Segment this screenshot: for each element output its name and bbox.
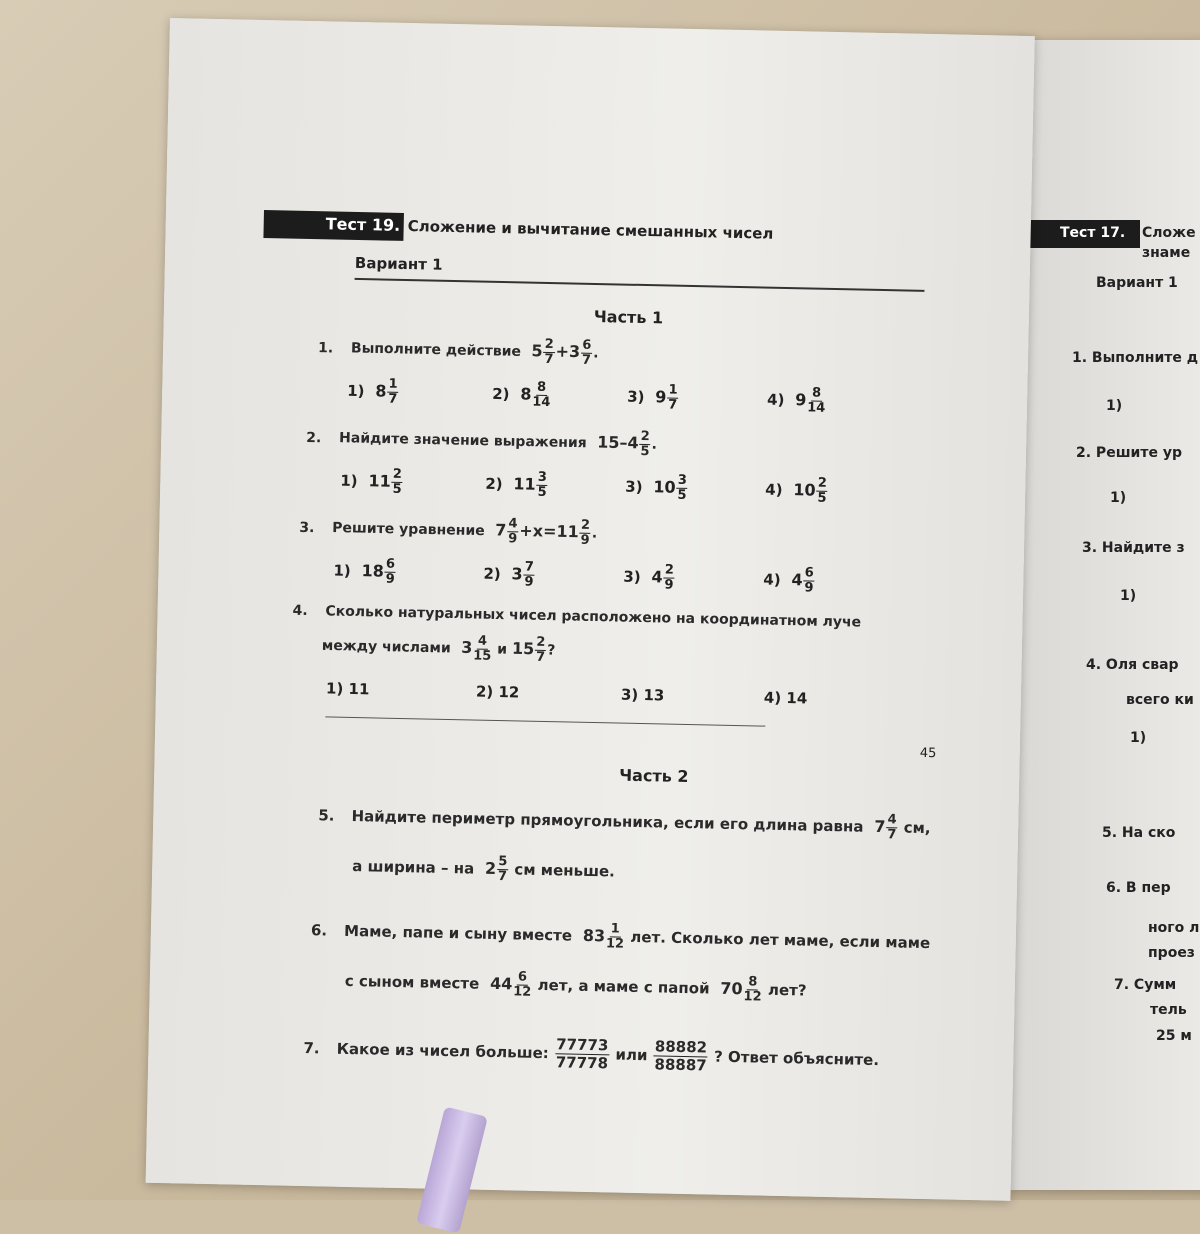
right-line: 1)	[1130, 730, 1147, 746]
question-text: Решите уравнение	[332, 520, 485, 540]
question-text: Найдите значение выражения	[338, 430, 587, 452]
right-line: 1. Выполните д	[1072, 350, 1199, 366]
question-6: 6. Маме, папе и сыну вместе 83 $\frac{1}{12}$ лет. Сколько лет маме, если маме	[310, 921, 931, 953]
question-text: Сколько натуральных чисел расположено на координатном луче	[325, 603, 862, 631]
right-title-a: Сложе	[1142, 225, 1196, 241]
test-title: Сложение и вычитание смешанных чисел	[407, 217, 774, 243]
question-5-line2: а ширина – на 2 $\frac{5}{7}$ см меньше.	[352, 854, 616, 885]
question-number: 3.	[299, 519, 315, 536]
answer-option: 1) 8 $\frac{1}{7}$	[347, 376, 398, 407]
question-text: Выполните действие	[350, 340, 522, 360]
answer-option: 3) 13	[620, 685, 665, 705]
test-content	[266, 210, 966, 1075]
answer-option: 3) 9 $\frac{1}{7}$	[626, 382, 678, 413]
right-line: 7. Сумм	[1114, 977, 1177, 993]
answer-option: 3) 10 $\frac{3}{5}$	[625, 472, 688, 503]
right-line: 25 м	[1156, 1028, 1192, 1044]
right-line: 1)	[1110, 490, 1127, 506]
right-line: тель	[1150, 1002, 1187, 1018]
right-line: проез	[1148, 945, 1195, 961]
test-label: Тест 19.	[325, 214, 401, 235]
right-line: 5. На ско	[1102, 825, 1176, 841]
right-page	[1010, 40, 1200, 1190]
answer-option: 2) 11 $\frac{3}{5}$	[485, 469, 548, 500]
answer-option: 1) 11	[325, 679, 370, 699]
question-7: 7. Какое из чисел больше: $\frac{77773}{77778}$ или $\frac{88882}{88887}$ ? Ответ объясните.	[303, 1035, 880, 1075]
right-line: 6. В пер	[1106, 880, 1171, 896]
part1-heading: Часть 1	[593, 306, 664, 328]
answer-option: 2) 3 $\frac{7}{9}$	[483, 559, 535, 590]
question-4-line2: между числами 3 $\frac{4}{15}$ и 15 $\frac{2}{7}$ ?	[321, 633, 556, 665]
right-line: 1)	[1106, 398, 1123, 414]
right-line: всего ки	[1126, 692, 1194, 708]
question-number: 1.	[317, 339, 334, 356]
question-2: 2. Найдите значение выражения 15–4 $\frac{2}{5}$ .	[306, 428, 658, 460]
answer-option: 4) 9 $\frac{8}{14}$	[766, 385, 826, 416]
question-5: 5. Найдите периметр прямоугольника, если его длина равна 7 $\frac{4}{7}$ см,	[318, 806, 931, 843]
part-divider	[325, 716, 765, 726]
answer-option: 2) 8 $\frac{8}{14}$	[492, 379, 551, 411]
question-3: 3. Решите уравнение 7 $\frac{4}{9}$ +x=11 $\frac{2}{9}$ .	[299, 516, 598, 548]
variant-label: Вариант 1	[354, 253, 443, 274]
answer-option: 1) 11 $\frac{2}{5}$	[340, 466, 403, 497]
right-title-b: знаме	[1142, 245, 1191, 261]
question-4	[292, 603, 861, 631]
right-line: 1)	[1120, 588, 1137, 604]
answer-option: 4) 4 $\frac{6}{9}$	[763, 565, 814, 596]
answer-option: 2) 12	[475, 682, 520, 702]
question-number: 5.	[318, 806, 335, 825]
page-number: 45	[919, 745, 937, 762]
right-line: ного л	[1148, 920, 1200, 936]
right-variant: Вариант 1	[1096, 275, 1178, 291]
left-page	[146, 18, 1035, 1201]
question-6-line2: с сыном вместе 44 $\frac{6}{12}$ лет, а маме с папой 70 $\frac{8}{12}$ лет?	[344, 969, 807, 1005]
answer-option: 1) 18 $\frac{6}{9}$	[333, 556, 396, 587]
part2-heading: Часть 2	[619, 765, 689, 787]
right-line: 2. Решите ур	[1076, 445, 1182, 461]
question-number: 2.	[306, 429, 322, 446]
question-1: 1. Выполните действие 5 $\frac{2}{7}$ +3 $\frac{6}{7}$ .	[317, 336, 599, 368]
answer-option: 3) 4 $\frac{2}{9}$	[623, 562, 674, 593]
right-line: 3. Найдите з	[1082, 540, 1185, 556]
right-line: 4. Оля свар	[1086, 657, 1179, 673]
answer-option: 4) 10 $\frac{2}{5}$	[765, 475, 827, 506]
right-test-label: Тест 17.	[1060, 225, 1126, 241]
header-rule	[355, 278, 925, 292]
question-number: 7.	[303, 1039, 320, 1058]
question-number: 6.	[310, 921, 328, 940]
answer-option: 4) 14	[763, 688, 808, 708]
question-number: 4.	[292, 602, 308, 620]
